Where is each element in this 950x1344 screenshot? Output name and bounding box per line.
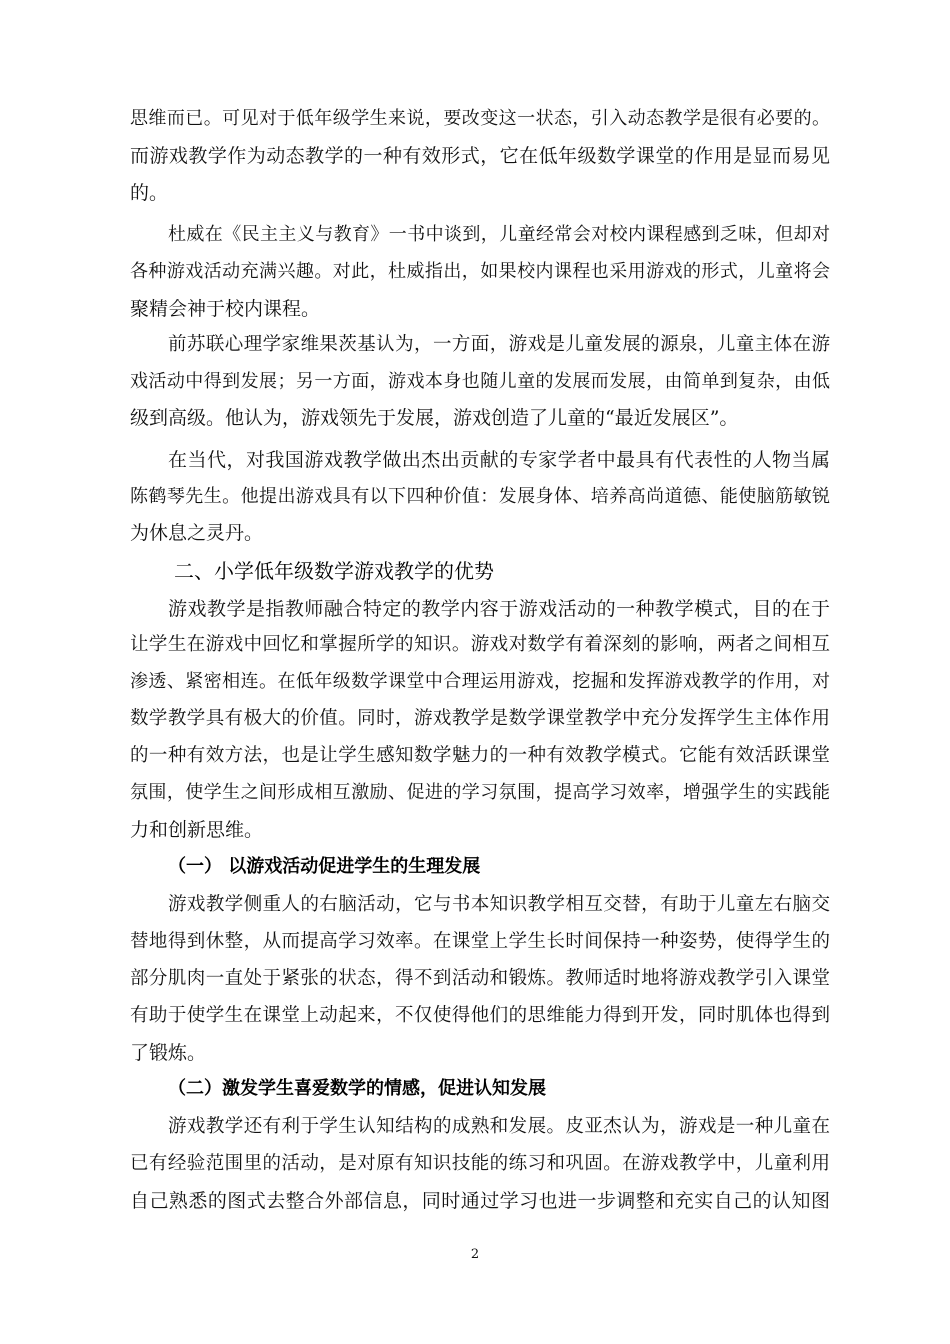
paragraph-line: 级到高级。他认为，游戏领先于发展，游戏创造了儿童的“最近发展区”。 [130,407,739,429]
paragraph-line: 各种游戏活动充满兴趣。对此，杜威指出，如果校内课程也采用游戏的形式，儿童将会 [130,261,830,282]
subsection-heading: （二）激发学生喜爱数学的情感，促进认知发展 [168,1078,546,1099]
paragraph-line: 的一种有效方法，也是让学生感知数学魅力的一种有效教学模式。它能有效活跃课堂 [130,745,830,766]
paragraph-line: 的。 [130,182,169,204]
paragraph-line: 自己熟悉的图式去整合外部信息，同时通过学习也进一步调整和充实自己的认知图 [130,1190,830,1212]
paragraph-line: 戏活动中得到发展；另一方面，游戏本身也随儿童的发展而发展，由简单到复杂，由低 [130,371,830,392]
paragraph-line: 游戏教学还有利于学生认知结构的成熟和发展。皮亚杰认为，游戏是一种儿童在 [168,1116,830,1137]
paragraph-line: 让学生在游戏中回忆和掌握所学的知识。游戏对数学有着深刻的影响，两者之间相互 [130,634,830,655]
paragraph-line: 替地得到休整，从而提高学习效率。在课堂上学生长时间保持一种姿势，使得学生的 [130,931,830,952]
paragraph-line: 有助于使学生在课堂上动起来，不仅使得他们的思维能力得到开发，同时肌体也得到 [130,1005,830,1026]
paragraph-line: 前苏联心理学家维果茨基认为，一方面，游戏是儿童发展的源泉，儿童主体在游 [168,334,830,355]
page-number: 2 [470,1247,480,1262]
section-heading: 二、小学低年级数学游戏教学的优势 [174,559,494,583]
paragraph-line: 在当代，对我国游戏教学做出杰出贡献的专家学者中最具有代表性的人物当属 [168,449,830,471]
paragraph-line: 聚精会神于校内课程。 [130,298,321,320]
paragraph-line: 游戏教学是指教师融合特定的教学内容于游戏活动的一种教学模式，目的在于 [168,598,830,620]
paragraph-line: 思维而已。可见对于低年级学生来说，要改变这一状态，引入动态教学是很有必要的。 [130,108,830,129]
paragraph-line: 渗透、紧密相连。在低年级数学课堂中合理运用游戏，挖掘和发挥游戏教学的作用，对 [130,671,830,692]
paragraph-line: 而游戏教学作为动态教学的一种有效形式，它在低年级数学课堂的作用是显而易见 [130,145,830,167]
paragraph-line: 氛围，使学生之间形成相互激励、促进的学习氛围，提高学习效率，增强学生的实践能 [130,782,830,803]
subsection-heading: （一） 以游戏活动促进学生的生理发展 [168,856,481,877]
paragraph-line: 力和创新思维。 [130,819,264,841]
paragraph-line: 数学教学具有极大的价值。同时，游戏教学是数学课堂教学中充分发挥学生主体作用 [130,708,830,729]
paragraph-line: 部分肌肉一直处于紧张的状态，得不到活动和锻炼。教师适时地将游戏教学引入课堂 [130,968,830,989]
paragraph-line: 陈鹤琴先生。他提出游戏具有以下四种价值：发展身体、培养高尚道德、能使脑筋敏锐 [130,486,830,507]
paragraph-line: 杜威在《民主主义与教育》一书中谈到，儿童经常会对校内课程感到乏味，但却对 [168,224,830,245]
paragraph-line: 了锻炼。 [130,1042,207,1064]
paragraph-line: 已有经验范围里的活动，是对原有知识技能的练习和巩固。在游戏教学中，儿童利用 [130,1153,830,1174]
paragraph-line: 游戏教学侧重人的右脑活动，它与书本知识教学相互交替，有助于儿童左右脑交 [168,894,830,915]
paragraph-line: 为休息之灵丹。 [130,522,264,544]
